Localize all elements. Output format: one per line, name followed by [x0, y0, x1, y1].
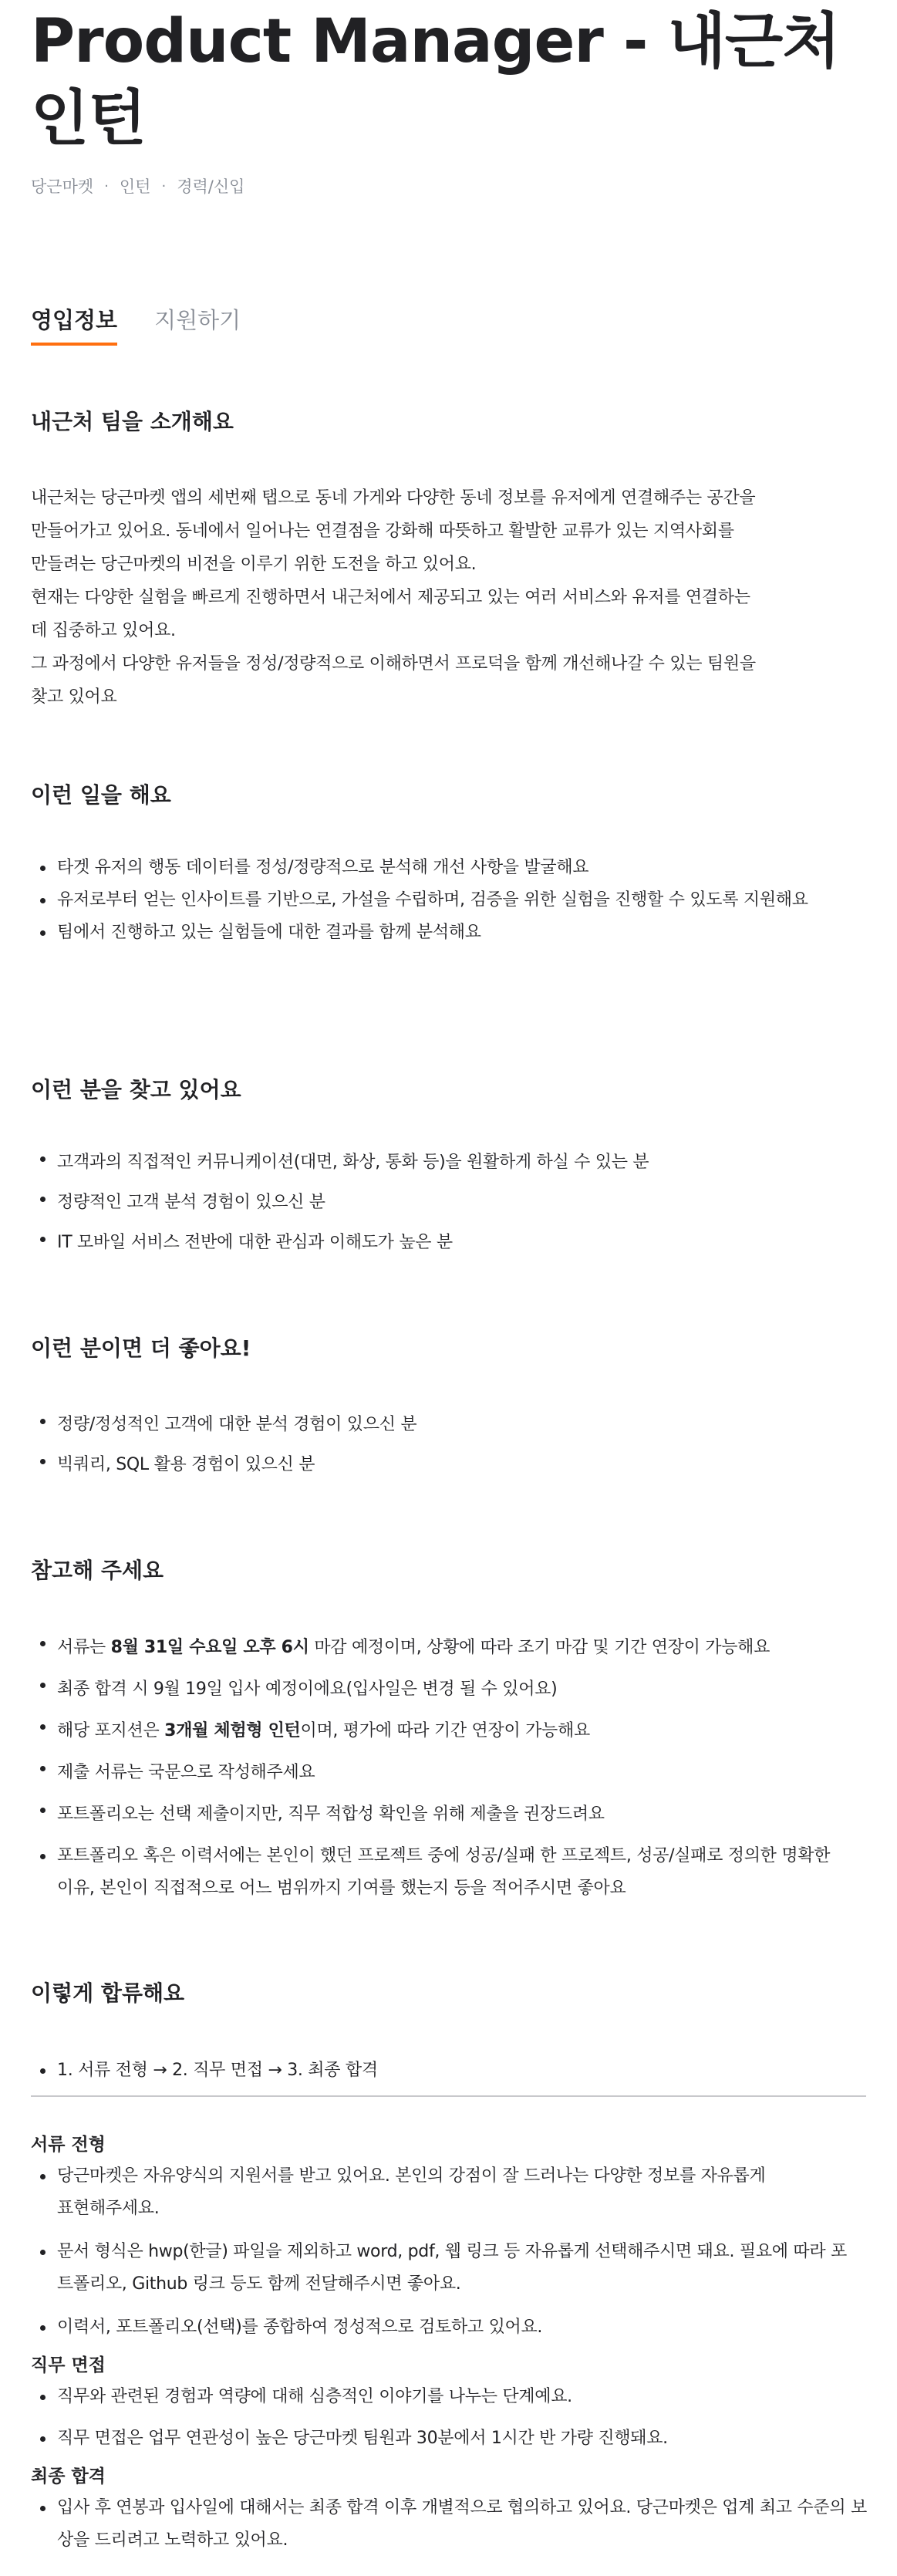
list-item: 입사 후 연봉과 입사일에 대해서는 최종 합격 이후 개별적으로 협의하고 있어요. 당근마켓은 업계 최고 수준의 보상을 드리려고 노력하고 있어요. — [31, 2492, 872, 2557]
divider — [31, 2095, 866, 2097]
meta-separator: · — [161, 177, 167, 194]
stage-list — [31, 2381, 872, 2455]
list-item: 직무 면접은 업무 연관성이 높은 당근마켓 팀원과 30분에서 1시간 반 가량 진행돼요. — [31, 2422, 872, 2455]
list-item: 최종 합격 시 9월 19일 입사 예정이에요(입사일은 변경 될 수 있어요) — [31, 1669, 872, 1710]
list-item: IT 모바일 서비스 전반에 대한 관심과 이해도가 높은 분 — [31, 1223, 872, 1263]
tab-apply[interactable]: 지원하기 — [154, 307, 241, 333]
section-heading: 이런 일을 해요 — [31, 782, 171, 808]
employment-type: 인턴 — [119, 177, 151, 196]
stage-list — [31, 2160, 872, 2344]
list-item: 빅쿼리, SQL 활용 경험이 있으신 분 — [31, 1445, 872, 1485]
page-title: Product Manager - 내근처 인턴 — [31, 7, 840, 154]
stage-list — [31, 2492, 872, 2557]
meta-separator: · — [104, 177, 109, 194]
job-meta — [31, 174, 866, 198]
list-item: 타겟 유저의 행동 데이터를 정성/정량적으로 분석해 개선 사항을 발굴해요 — [31, 852, 872, 884]
team-intro-text — [31, 481, 872, 714]
intro-line: 만들려는 당근마켓의 비전을 이루기 위한 도전을 하고 있어요. — [31, 555, 477, 574]
section-heading: 이런 분이면 더 좋아요! — [31, 1335, 251, 1361]
list-item: 정량적인 고객 분석 경험이 있으신 분 — [31, 1183, 872, 1223]
intro-line: 만들어가고 있어요. 동네에서 일어나는 연결점을 강화해 따뜻하고 활발한 교류가 있는 지역사회를 — [31, 522, 734, 541]
tab-bar — [31, 302, 241, 346]
stage-title: 서류 전형 — [31, 2135, 106, 2155]
list-item: 포트폴리오 혹은 이력서에는 본인이 했던 프로젝트 중에 성공/실패 한 프로젝트, 성공/실패로 정의한 명확한 이유, 본인이 직접적으로 어느 범위까지 기여를 했는지 등을 적어주시면 좋아요 — [31, 1840, 872, 1905]
intro-line: 그 과정에서 다양한 유저들을 정성/정량적으로 이해하면서 프로덕을 함께 개선해나갈 수 있는 팀원을 — [31, 654, 756, 674]
requirements-list — [31, 1143, 872, 1263]
section-heading: 이렇게 합류해요 — [31, 1980, 185, 2006]
notes-list — [31, 1627, 872, 1905]
section-heading: 참고해 주세요 — [31, 1558, 164, 1583]
duties-section — [31, 780, 872, 811]
list-item: 정량/정성적인 고객에 대한 분석 경험이 있으신 분 — [31, 1405, 872, 1445]
tab-job-info[interactable]: 영입정보 — [31, 302, 117, 346]
intro-line: 내근처는 당근마켓 앱의 세번째 탭으로 동네 가게와 다양한 동네 정보를 유저에게 연결해주는 공간을 — [31, 488, 756, 508]
list-item: 해당 포지션은 3개월 체험형 인턴이며, 평가에 따라 기간 연장이 가능해요 — [31, 1710, 872, 1752]
list-item: 직무와 관련된 경험과 역량에 대해 심층적인 이야기를 나누는 단계예요. — [31, 2381, 872, 2413]
list-item: 이력서, 포트폴리오(선택)를 종합하여 정성적으로 검토하고 있어요. — [31, 2311, 872, 2344]
list-item: 팀에서 진행하고 있는 실험들에 대한 결과를 함께 분석해요 — [31, 917, 872, 949]
process-flow — [31, 2054, 872, 2087]
preferred-list — [31, 1405, 872, 1485]
process-flow-item: 1. 서류 전형 → 2. 직무 면접 → 3. 최종 합격 — [31, 2054, 872, 2087]
section-heading: 이런 분을 찾고 있어요 — [31, 1077, 241, 1102]
process-section — [31, 1978, 872, 2009]
requirements-section — [31, 1075, 872, 1106]
list-item: 유저로부터 얻는 인사이트를 기반으로, 가설을 수립하며, 검증을 위한 실험을 진행할 수 있도록 지원해요 — [31, 884, 872, 917]
company-name: 당근마켓 — [31, 177, 94, 196]
stage-title: 직무 면접 — [31, 2355, 106, 2375]
team-intro-section — [31, 407, 872, 437]
list-item: 고객과의 직접적인 커뮤니케이션(대면, 화상, 통화 등)을 원활하게 하실 수 있는 분 — [31, 1143, 872, 1183]
preferred-section — [31, 1333, 872, 1364]
list-item: 제출 서류는 국문으로 작성해주세요 — [31, 1752, 872, 1794]
stage-title: 최종 합격 — [31, 2466, 106, 2487]
list-item: 서류는 8월 31일 수요일 오후 6시 마감 예정이며, 상황에 따라 조기 마감 및 기간 연장이 가능해요 — [31, 1627, 872, 1669]
duties-list — [31, 852, 872, 949]
experience-level: 경력/신입 — [177, 177, 245, 196]
list-item: 포트폴리오는 선택 제출이지만, 직무 적합성 확인을 위해 제출을 권장드려요 — [31, 1794, 872, 1835]
notes-section — [31, 1555, 872, 1586]
intro-line: 현재는 다양한 실험을 빠르게 진행하면서 내근처에서 제공되고 있는 여러 서비스와 유저를 연결하는 — [31, 588, 750, 607]
intro-line: 찾고 있어요 — [31, 687, 117, 707]
list-item: 문서 형식은 hwp(한글) 파일을 제외하고 word, pdf, 웹 링크 등 자유롭게 선택해주시면 돼요. 필요에 따라 포트폴리오, Github 링크 등도 함께 전달해주시면 좋아요. — [31, 2236, 872, 2301]
process-stages — [31, 2129, 872, 2557]
intro-line: 데 집중하고 있어요. — [31, 621, 176, 640]
section-heading: 내근처 팀을 소개해요 — [31, 409, 234, 434]
list-item: 당근마켓은 자유양식의 지원서를 받고 있어요. 본인의 강점이 잘 드러나는 다양한 정보를 자유롭게 표현해주세요. — [31, 2160, 872, 2225]
